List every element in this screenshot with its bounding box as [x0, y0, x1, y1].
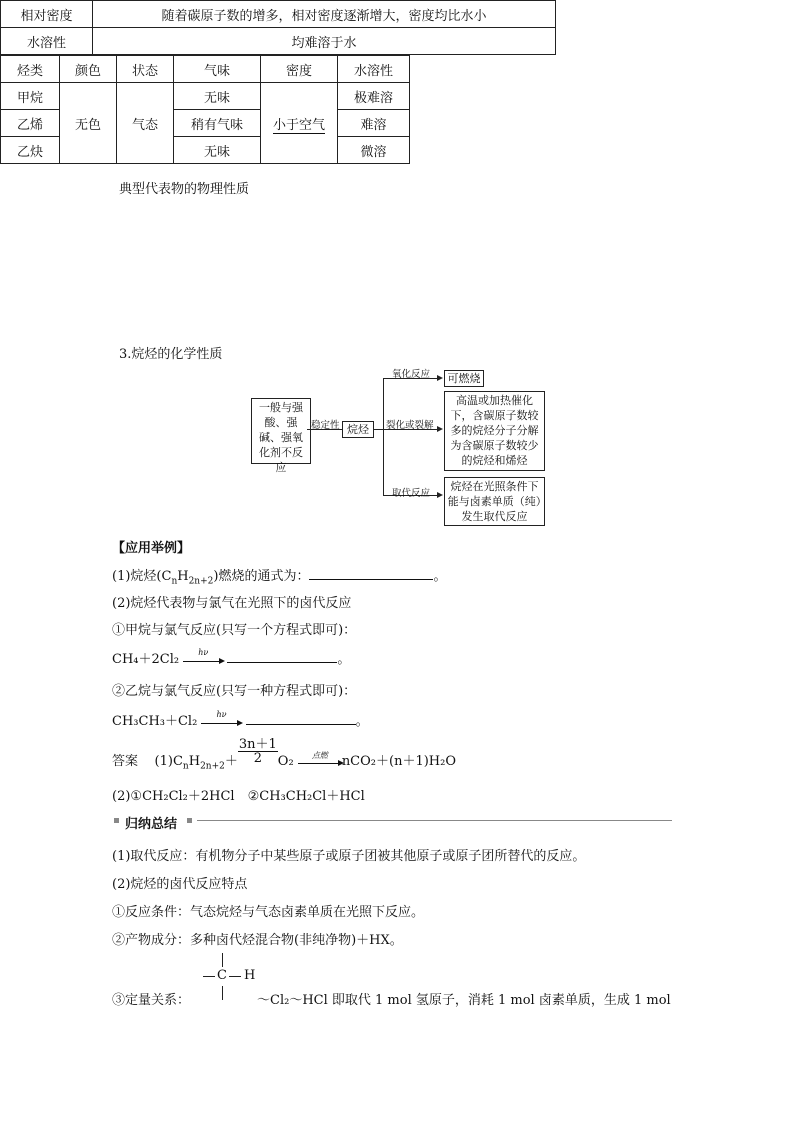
arrow-icon [437, 426, 443, 432]
table-cell: 无色 [60, 83, 117, 164]
table-row [1, 28, 556, 55]
column-header: 颜色 [60, 56, 117, 83]
answer-text: H [188, 754, 201, 769]
summary-p1: (1)取代反应：有机物分子中某些原子或原子团被其他原子或原子团所替代的反应。 [112, 849, 586, 864]
column-header: 水溶性 [338, 56, 410, 83]
hv-label: hν [216, 709, 227, 719]
oxidation-result-box: 可燃烧 [444, 370, 484, 387]
table-header-row [1, 56, 410, 83]
arrow-icon [437, 375, 443, 381]
answer-text: (1)C [154, 754, 183, 769]
bond-line [203, 976, 215, 977]
properties-table [0, 0, 556, 55]
table-cell: 稍有气味 [174, 110, 261, 137]
period: 。 [433, 569, 447, 584]
column-header: 气味 [174, 56, 261, 83]
answer-text: O₂ [277, 754, 294, 769]
branch-line [383, 378, 384, 495]
carbon-atom: C [217, 968, 227, 983]
ignite-label: 点燃 [311, 750, 328, 760]
bullet-icon [187, 818, 192, 823]
substitution-label: 取代反应 [392, 488, 431, 499]
answer-text: ＋ [224, 754, 238, 769]
answer-sub: 2n+2 [200, 761, 225, 772]
table-cell: 无味 [174, 137, 261, 164]
table-cell: 水溶性 [1, 28, 93, 55]
table-cell: 乙炔 [1, 137, 60, 164]
table-cell: 无味 [174, 83, 261, 110]
q1-sub: n [171, 576, 178, 587]
answer-text: nCO₂＋(n＋1)H₂O [341, 754, 456, 769]
question-2: (2)烷烃代表物与氯气在光照下的卤代反应 [112, 596, 352, 611]
question-2-1: ①甲烷与氯气反应(只写一个方程式即可)： [112, 623, 357, 638]
summary-p3: ①反应条件：气态烷烃与气态卤素单质在光照下反应。 [112, 905, 425, 920]
answer-label: 答案 [112, 754, 139, 769]
bond-line [229, 976, 241, 977]
hydrogen-atom: H [244, 968, 256, 983]
q1-text: )燃烧的通式为： [213, 569, 310, 584]
oxidation-label: 氧化反应 [392, 369, 431, 380]
question-2-2: ②乙烷与氯气反应(只写一种方程式即可)： [112, 684, 357, 699]
period: 。 [355, 714, 369, 729]
table-cell: 难溶 [338, 110, 410, 137]
column-header: 状态 [117, 56, 174, 83]
equation-1 [112, 648, 350, 667]
answer-blank[interactable] [227, 650, 337, 663]
summary-p5: ～Cl₂～HCl 即取代 1 mol 氢原子，消耗 1 mol 卤素单质，生成 1 mol [257, 993, 671, 1008]
answer-blank[interactable] [309, 567, 433, 580]
substitution-result-box: 烷烃在光照条件下能与卤素单质（纯）发生取代反应 [444, 477, 545, 526]
inert-box: 一般与强酸、强碱、强氧化剂不反应 [251, 398, 311, 464]
q1-text: (1)烷烃(C [112, 569, 172, 584]
bond-line [222, 986, 223, 1000]
q1-text: H [177, 569, 189, 584]
typical-properties-table [0, 55, 410, 164]
summary-p2: (2)烷烃的卤代反应特点 [112, 877, 248, 892]
bullet-icon [114, 818, 119, 823]
stability-label: 稳定性 [311, 420, 340, 431]
hv-label: hν [198, 647, 209, 657]
section-heading: 典型代表物的物理性质 [119, 182, 250, 197]
table-cell: 甲烷 [1, 83, 60, 110]
table-cell: 均难溶于水 [93, 28, 556, 55]
table-cell [261, 83, 338, 164]
bond-line [222, 953, 223, 967]
cracking-label: 裂化或裂解 [386, 420, 434, 431]
q1-sub: 2n+2 [188, 576, 214, 587]
reaction-arrow-icon [201, 709, 241, 729]
summary-p5-label: ③定量关系： [112, 993, 191, 1008]
reaction-arrow-icon [298, 750, 342, 769]
divider [197, 820, 672, 821]
fraction [238, 738, 278, 765]
summary-p4: ②产物成分：多种卤代烃混合物(非纯净物)＋HX。 [112, 933, 403, 948]
table-cell: 极难溶 [338, 83, 410, 110]
alkane-box: 烷烃 [342, 421, 374, 438]
summary-header [112, 813, 672, 832]
connector-line [373, 429, 383, 430]
arrow-icon [437, 492, 443, 498]
table-row [1, 1, 556, 28]
table-row [1, 83, 410, 110]
question-1 [112, 565, 446, 587]
eq2-left: CH₃CH₃＋Cl₂ [112, 714, 198, 729]
application-heading: 【应用举例】 [112, 541, 191, 556]
summary-heading: 归纳总结 [125, 817, 178, 832]
table-cell: 相对密度 [1, 1, 93, 28]
answer-2: (2)①CH₂Cl₂＋2HCl ②CH₃CH₂Cl＋HCl [112, 789, 365, 804]
answer-blank[interactable] [246, 712, 356, 725]
density-value: 小于空气 [272, 117, 325, 133]
answer-sub: n [182, 761, 189, 772]
equation-2 [112, 710, 369, 729]
reaction-arrow-icon [183, 647, 223, 667]
column-header: 烃类 [1, 56, 60, 83]
table-cell: 气态 [117, 83, 174, 164]
answer-1 [112, 737, 456, 772]
fraction-denominator: 2 [253, 751, 262, 766]
cracking-result-box: 高温或加热催化下，含碳原子数较多的烷烃分子分解为含碳原子数较少的烷烃和烯烃 [444, 391, 545, 471]
section-title: 3.烷烃的化学性质 [119, 347, 223, 362]
column-header: 密度 [261, 56, 338, 83]
table-cell: 乙烯 [1, 110, 60, 137]
table-cell: 微溶 [338, 137, 410, 164]
eq1-left: CH₄＋2Cl₂ [112, 652, 180, 667]
period: 。 [337, 652, 351, 667]
table-cell: 随着碳原子数的增多，相对密度逐渐增大，密度均比水小 [93, 1, 556, 28]
fraction-numerator: 3n＋1 [238, 737, 277, 752]
